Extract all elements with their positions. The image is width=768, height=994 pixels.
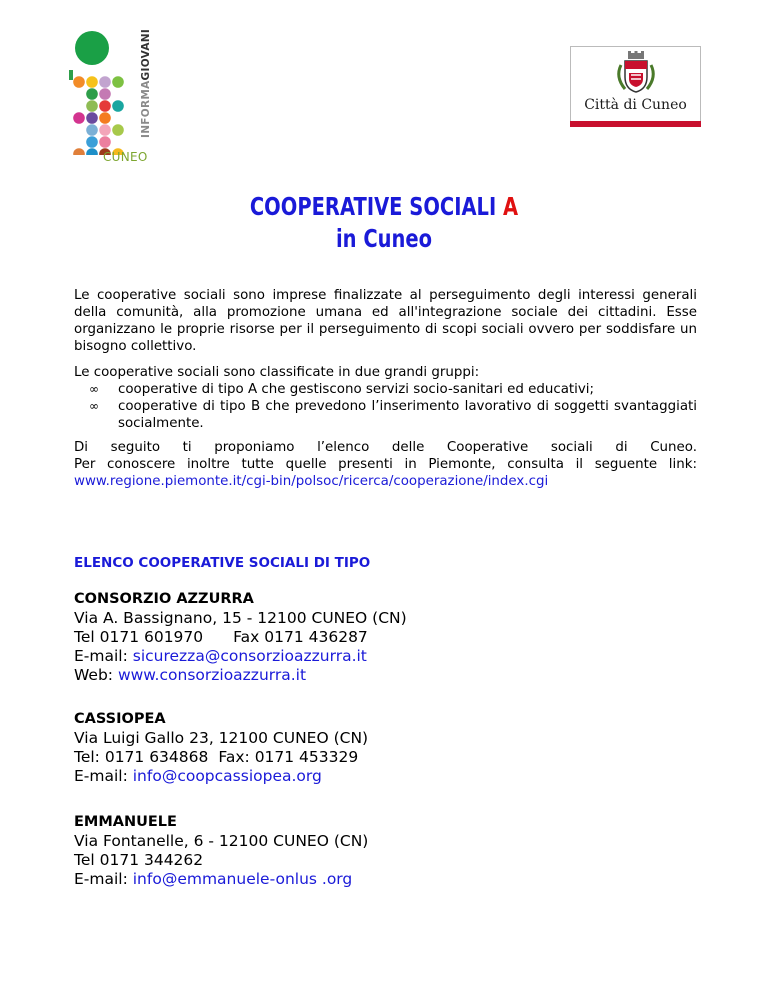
logo-dot [99, 124, 111, 136]
logo-dot [112, 100, 124, 112]
page-title-line1 [84, 192, 683, 221]
logo-text-giovani: GIOVANI [140, 28, 152, 81]
logo-dot [99, 76, 111, 88]
logo-dot [73, 148, 85, 155]
logo-city-text: CUNEO [103, 150, 148, 164]
paragraph-3-line-2: Per conoscere inoltre tutte quelle presenti in Piemonte, consulta il seguente link: [74, 457, 697, 472]
cooperative-contacts [74, 628, 407, 647]
city-badge-name: Città di Cuneo [584, 97, 687, 113]
logo-text-informa: INFORMA [140, 80, 152, 138]
cooperative-email-row [74, 767, 368, 786]
intro-paragraph-3 [74, 439, 697, 490]
cooperative-entry [74, 710, 368, 786]
logo-dot [99, 136, 111, 148]
logo-dot [99, 88, 111, 100]
logo-dot [73, 112, 85, 124]
cooperative-email-row [74, 647, 407, 666]
logo-dot [99, 100, 111, 112]
cooperative-name: CONSORZIO AZZURRA [74, 591, 254, 607]
paragraph-3-line-1: Di seguito ti proponiamo l’elenco delle Cooperative sociali di Cuneo. [74, 440, 697, 455]
section-heading: ELENCO COOPERATIVE SOCIALI DI TIPO [74, 555, 371, 571]
infinity-bullet-icon: ∞ [89, 382, 99, 396]
bullet-item-tipo-a [74, 381, 697, 398]
cooperative-name: EMMANUELE [74, 814, 177, 830]
logo-stem [69, 70, 73, 80]
infinity-bullet-icon: ∞ [89, 399, 99, 413]
cooperative-fax: Fax 0171 436287 [233, 628, 368, 646]
logo-dot [73, 76, 85, 88]
cooperative-email-link[interactable]: info@emmanuele-onlus .org [132, 870, 353, 888]
bullet-list [74, 381, 697, 432]
city-crest-icon [611, 51, 661, 95]
city-badge [570, 46, 701, 127]
logo-dot [112, 124, 124, 136]
cooperative-address: Via Luigi Gallo 23, 12100 CUNEO (CN) [74, 729, 369, 747]
web-label: Web: [74, 666, 118, 684]
logo-dot [99, 112, 111, 124]
intro-paragraph-1: Le cooperative sociali sono imprese finalizzate al perseguimento degli interessi generali della comunità, alla promozione umana ed all'integrazione sociale dei cittadini. Esse organizzano le proprie risorse per il perseguimento di scopi sociali ovvero per soddisfare un bisogno collettivo. [74, 288, 697, 354]
logo-dot [86, 148, 98, 155]
bullet-item-tipo-b [74, 398, 697, 432]
logo-dot [86, 124, 98, 136]
regione-piemonte-link[interactable]: www.regione.piemonte.it/cgi-bin/polsoc/ricerca/cooperazione/index.cgi [74, 474, 549, 489]
cooperative-address: Via A. Bassignano, 15 - 12100 CUNEO (CN) [74, 609, 407, 627]
email-label: E-mail: [74, 870, 133, 888]
logo-dot [86, 136, 98, 148]
city-badge-red-bar [570, 121, 701, 127]
bullet-text: cooperative di tipo A che gestiscono servizi socio-sanitari ed educativi; [118, 382, 595, 397]
cooperative-fax: Fax: 0171 453329 [218, 748, 359, 766]
cooperative-web-link[interactable]: www.consorzioazzurra.it [117, 666, 307, 684]
logo-dot [86, 112, 98, 124]
page-title-line2: in Cuneo [335, 224, 433, 253]
title-main-text: COOPERATIVE SOCIALI [249, 192, 497, 221]
cooperative-phone: Tel 0171 601970 [74, 628, 204, 646]
cooperative-web-row [74, 666, 407, 685]
logo-dot [112, 76, 124, 88]
cooperative-phone: Tel: 0171 634868 [74, 748, 209, 766]
cooperative-entry [74, 590, 407, 685]
logo-vertical-text [138, 30, 154, 138]
cooperative-email-row [74, 870, 368, 889]
cooperative-email-link[interactable]: info@coopcassiopea.org [132, 767, 322, 785]
title-accent-letter: A [503, 192, 519, 221]
logo-dot [86, 88, 98, 100]
logo-dot [86, 76, 98, 88]
cooperative-address: Via Fontanelle, 6 - 12100 CUNEO (CN) [74, 832, 369, 850]
cooperative-contacts [74, 748, 368, 767]
email-label: E-mail: [74, 647, 133, 665]
intro-paragraph-2: Le cooperative sociali sono classificate in due grandi gruppi: [74, 365, 480, 380]
cooperative-phone: Tel 0171 344262 [74, 851, 204, 869]
bullet-text: cooperative di tipo B che prevedono l’inserimento lavorativo di soggetti svantaggiati socialmente. [118, 399, 697, 431]
email-label: E-mail: [74, 767, 133, 785]
cooperative-email-link[interactable]: sicurezza@consorzioazzurra.it [132, 647, 367, 665]
logo-dot [86, 100, 98, 112]
logo-big-dot [75, 31, 109, 65]
cooperative-name: CASSIOPEA [74, 711, 166, 727]
cooperative-entry [74, 813, 368, 889]
